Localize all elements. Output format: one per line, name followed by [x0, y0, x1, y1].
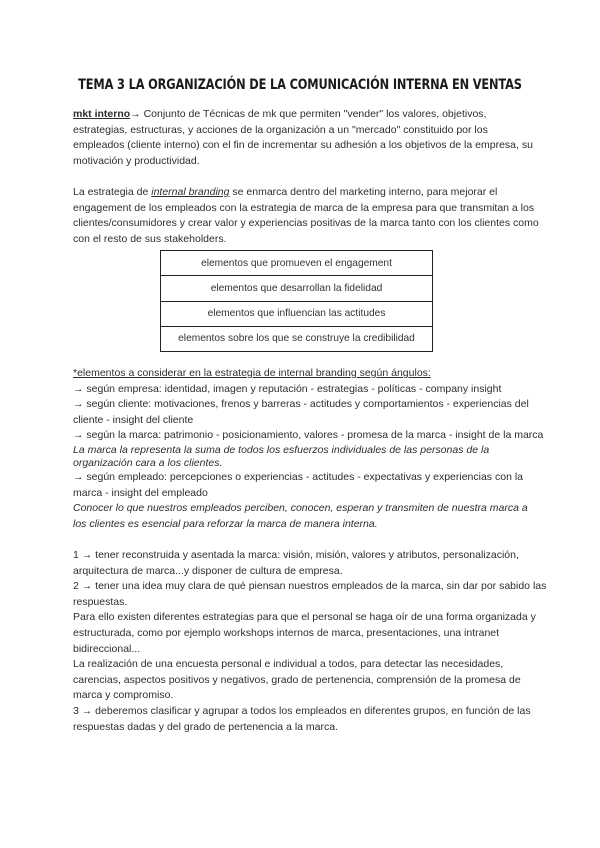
table-cell: elementos que promueven el engagement [161, 251, 433, 276]
branding-line-1 [73, 185, 531, 201]
step-2-para-5: carencias, aspectos positivos y negativos, grado de pertenencia, comprensión de la promesa de [73, 673, 521, 686]
branding-line-4: con el resto de sus stakeholders. [73, 232, 227, 245]
intro-line-2: estrategias, estructuras, y acciones de la organización a un "mercado" constituido por los [73, 123, 488, 136]
angle-cliente-2: cliente - insight del cliente [73, 413, 194, 426]
intro-paragraph [73, 107, 531, 169]
angle-cliente-1: → según cliente: motivaciones, frenos y barreras - actitudes y comportamientos - experiencias del [73, 398, 529, 411]
angle-marca: → según la marca: patrimonio - posicionamiento, valores - promesa de la marca - insight de la marca [73, 429, 544, 442]
angles-section [73, 366, 544, 533]
italic-note-1b: organización cara a los clientes. [73, 456, 223, 469]
table-cell: elementos que desarrollan la fidelidad [161, 276, 433, 301]
table-cell: elementos que influencian las actitudes [161, 301, 433, 326]
table-row [161, 251, 433, 276]
branding-paragraph [73, 185, 539, 247]
term-mkt-interno: mkt interno [73, 108, 131, 120]
step-2-para-4: La realización de una encuesta personal e individual a todos, para detectar las necesidades, [73, 658, 504, 671]
term-internal-branding: internal branding [151, 186, 230, 198]
table-row [161, 301, 433, 326]
step-1a: 1 → tener reconstruida y asentada la marca: visión, misión, valores y atributos, personalización, [73, 549, 519, 561]
table-row [161, 326, 433, 351]
intro-line-1 [73, 107, 531, 123]
table-row [161, 276, 433, 301]
angle-empleado-2: marca - insight del empleado [73, 486, 208, 499]
steps-section [73, 548, 547, 735]
italic-note-2a: Conocer lo que nuestros empleados perciben, conocen, esperan y transmiten de nuestra marca a [73, 502, 528, 515]
intro-line-3: empleados (cliente interno) con el fin de incrementar su adhesión a los objetivos de la empresa, su [73, 139, 533, 152]
angle-empresa: → según empresa: identidad, imagen y reputación - estrategias - políticas - company insight [73, 382, 502, 395]
page-title: TEMA 3 LA ORGANIZACIÓN DE LA COMUNICACIÓN INTERNA EN VENTAS [78, 76, 522, 93]
step-2-para-3: bidireccional... [73, 642, 141, 655]
branding-line-2: engagement de los empleados con la estrategia de marca de la empresa para que transmitan a los [73, 201, 535, 214]
step-2-para-6: marca y compromiso. [73, 689, 174, 702]
step-3b: respuestas dadas y del grado de pertenencia a la marca. [73, 720, 338, 733]
step-2a: 2 → tener una idea muy clara de qué piensan nuestros empleados de la marca, sin dar por sabido las [73, 580, 547, 593]
branding-before: La estrategia de [73, 186, 152, 198]
angles-heading: *elementos a considerar en la estrategia de internal branding según ángulos: [73, 367, 431, 379]
step-2-para-2: estructurada, como por ejemplo workshops internos de marca, presentaciones, una intranet [73, 626, 500, 639]
table-cell: elementos sobre los que se construye la credibilidad [161, 326, 433, 351]
branding-line-3: clientes/consumidores y crear valor y experiencias positivas de la marca tanto con los clientes como [73, 217, 539, 230]
step-1b: arquitectura de marca...y disponer de cultura de empresa. [73, 564, 343, 577]
intro-text-1: → Conjunto de Técnicas de mk que permiten "vender" los valores, objetivos, [130, 108, 487, 120]
italic-note-2b: los clientes es esencial para reforzar la marca de manera interna. [73, 517, 378, 530]
step-2-para-1: Para ello existen diferentes estrategias para que el personal se haga oír de una forma organizada y [73, 611, 536, 624]
branding-after: se enmarca dentro del marketing interno, para mejorar el [229, 186, 498, 198]
intro-line-4: motivación y productividad. [73, 154, 200, 167]
elements-table [160, 250, 433, 352]
angle-empleado-1: → según empleado: percepciones o experiencias - actitudes - expectativas y experiencias con la [73, 471, 523, 484]
step-2b: respuestas. [73, 595, 128, 608]
step-3a: 3 → deberemos clasificar y agrupar a todos los empleados en diferentes grupos, en función de las [73, 704, 531, 717]
italic-note-1a: La marca la representa la suma de todos los esfuerzos individuales de las personas de la [73, 443, 490, 456]
